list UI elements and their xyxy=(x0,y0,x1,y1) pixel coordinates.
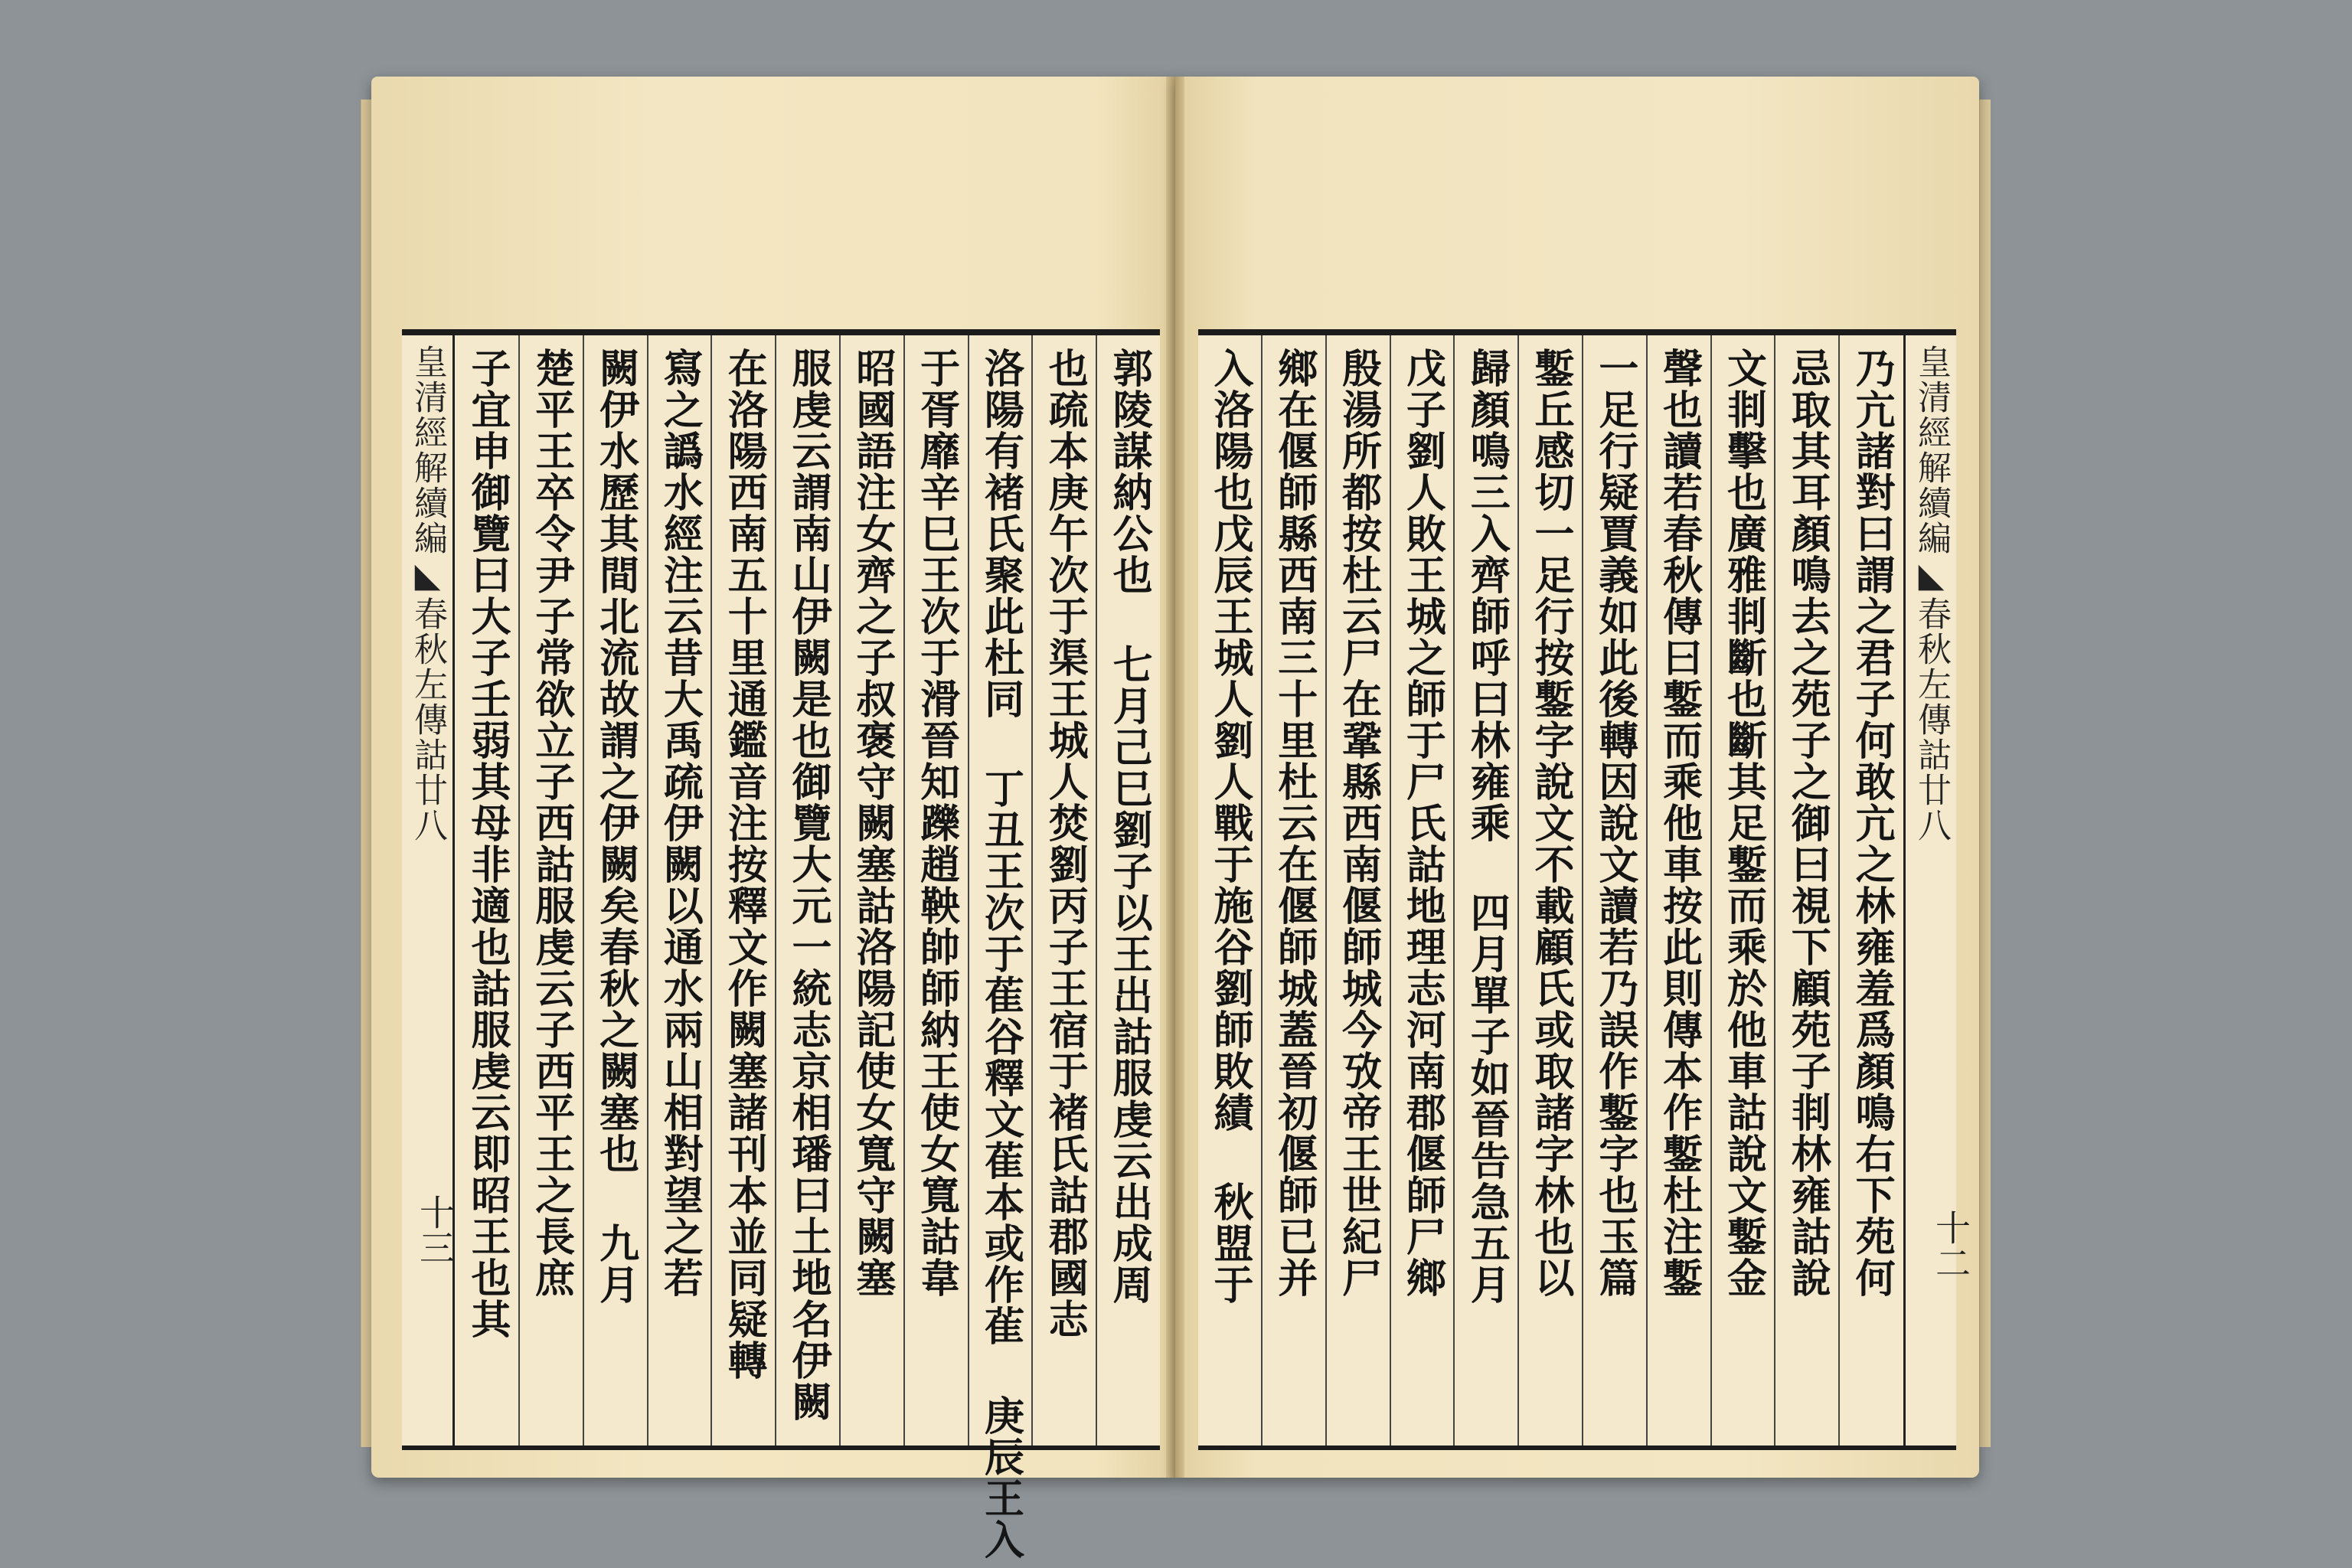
left-text-frame xyxy=(402,329,1160,1560)
right-margin-chapter: 春秋左傳詁廿八 xyxy=(1912,596,1951,843)
left-column xyxy=(1096,335,1160,1446)
right-column-text: 入洛陽也戊辰王城人劉人戰于施谷劉師敗績 秋盟于 xyxy=(1206,348,1253,1305)
left-column-text: 郭陵謀納公也 七月己巳劉子以王出詁服虔云出成周 xyxy=(1106,348,1153,1305)
left-column-text: 闕伊水歷其間北流故謂之伊闕矣春秋之闕塞也 九月 xyxy=(592,348,639,1305)
right-column xyxy=(1390,335,1454,1446)
right-column-text: 一足行疑賈義如此後轉因說文讀若乃誤作鏨字也玉篇 xyxy=(1591,348,1638,1298)
left-column-text: 在洛陽西南五十里通鑑音注按釋文作闕塞諸刊本並同疑轉 xyxy=(720,348,768,1381)
left-text-columns xyxy=(456,335,1160,1560)
right-column xyxy=(1517,335,1582,1446)
right-column-text: 忌取其耳顏鳴去之苑子之御曰視下顧苑子剕林雍詁說 xyxy=(1784,348,1831,1298)
left-column xyxy=(1031,335,1096,1446)
left-column-text: 楚平王卒令尹子常欲立子西詁服虔云子西平王之長庶 xyxy=(528,348,575,1298)
right-text-columns xyxy=(1198,335,1903,1446)
right-page xyxy=(1175,77,1979,1478)
left-column xyxy=(710,335,775,1446)
right-column xyxy=(1198,335,1261,1446)
left-margin-column xyxy=(402,335,455,1446)
right-column xyxy=(1453,335,1517,1446)
right-folio-number: 十二 xyxy=(1930,1210,1971,1280)
left-column-text: 寫之譌水經注云昔大禹疏伊闕以通水兩山相對望之若 xyxy=(656,348,704,1298)
left-margin-chapter: 春秋左傳詁廿八 xyxy=(408,596,447,843)
left-column xyxy=(968,335,1032,1560)
left-fold-arrow-icon: ◣ xyxy=(408,556,447,596)
left-folio-number: 十三 xyxy=(414,1194,456,1265)
book-gutter xyxy=(1166,77,1184,1478)
left-column xyxy=(775,335,839,1446)
right-column xyxy=(1838,335,1903,1446)
right-margin-title: 皇清經解續編 xyxy=(1912,345,1951,556)
right-column xyxy=(1325,335,1390,1446)
left-column xyxy=(583,335,647,1446)
left-column xyxy=(647,335,711,1446)
left-column xyxy=(839,335,903,1446)
right-page-stack xyxy=(1979,100,1991,1447)
left-column-text: 洛陽有褚氏聚此杜同 丁丑王次于萑谷釋文萑本或作雈 庚辰王入 xyxy=(977,348,1024,1560)
right-column xyxy=(1646,335,1710,1446)
open-book xyxy=(371,77,1979,1560)
right-column xyxy=(1261,335,1325,1446)
left-column-text: 也疏本庚午次于渠王城人焚劉丙子王宿于褚氏詁郡國志 xyxy=(1041,348,1089,1340)
left-column-text: 于胥靡辛巳王次于滑晉知躒趙鞅帥師納王使女寬詁韋 xyxy=(913,348,960,1298)
left-column xyxy=(903,335,968,1446)
right-fold-arrow-icon: ◣ xyxy=(1912,556,1951,596)
right-column-text: 鏨丘感切一足行按鏨字說文不載顧氏或取諸字林也以 xyxy=(1527,348,1575,1298)
right-column-text: 鄉在偃師縣西南三十里杜云在偃師城蓋晉初偃師已并 xyxy=(1270,348,1318,1298)
right-column xyxy=(1710,335,1775,1446)
left-column-text: 昭國語注女齊之子叔褒守闕塞詁洛陽記使女寬守闕塞 xyxy=(848,348,896,1298)
left-page xyxy=(371,77,1175,1560)
right-column-text: 聲也讀若春秋傳曰鏨而乘他車按此則傳本作鏨杜注鏨 xyxy=(1655,348,1703,1298)
left-column xyxy=(456,335,518,1446)
left-margin-title: 皇清經解續編 xyxy=(408,345,447,556)
right-column-text: 歸顏鳴三入齊師呼曰林雍乘 四月單子如晉告急五月 xyxy=(1463,348,1511,1305)
left-column-text: 服虔云謂南山伊闕是也御覽大元一統志京相璠曰土地名伊闕 xyxy=(785,348,832,1423)
right-column-text: 文剕擊也廣雅剕斷也斷其足鏨而乘於他車詁說文鏨金 xyxy=(1720,348,1767,1298)
right-column-text: 殷湯所都按杜云尸在鞏縣西南偃師城今攷帝王世紀尸 xyxy=(1334,348,1382,1298)
left-column xyxy=(518,335,583,1446)
right-column-text: 乃亢諸對曰謂之君子何敢亢之林雍羞爲顏鳴右下苑何 xyxy=(1848,348,1896,1298)
right-column xyxy=(1774,335,1838,1446)
right-text-frame xyxy=(1198,329,1956,1450)
right-column xyxy=(1582,335,1646,1446)
left-column-text: 子宜申御覽曰大子壬弱其母非適也詁服虔云即昭王也其 xyxy=(463,348,511,1340)
left-page-stack xyxy=(361,100,372,1447)
right-column-text: 戊子劉人敗王城之師于尸氏詁地理志河南郡偃師尸鄉 xyxy=(1399,348,1446,1298)
